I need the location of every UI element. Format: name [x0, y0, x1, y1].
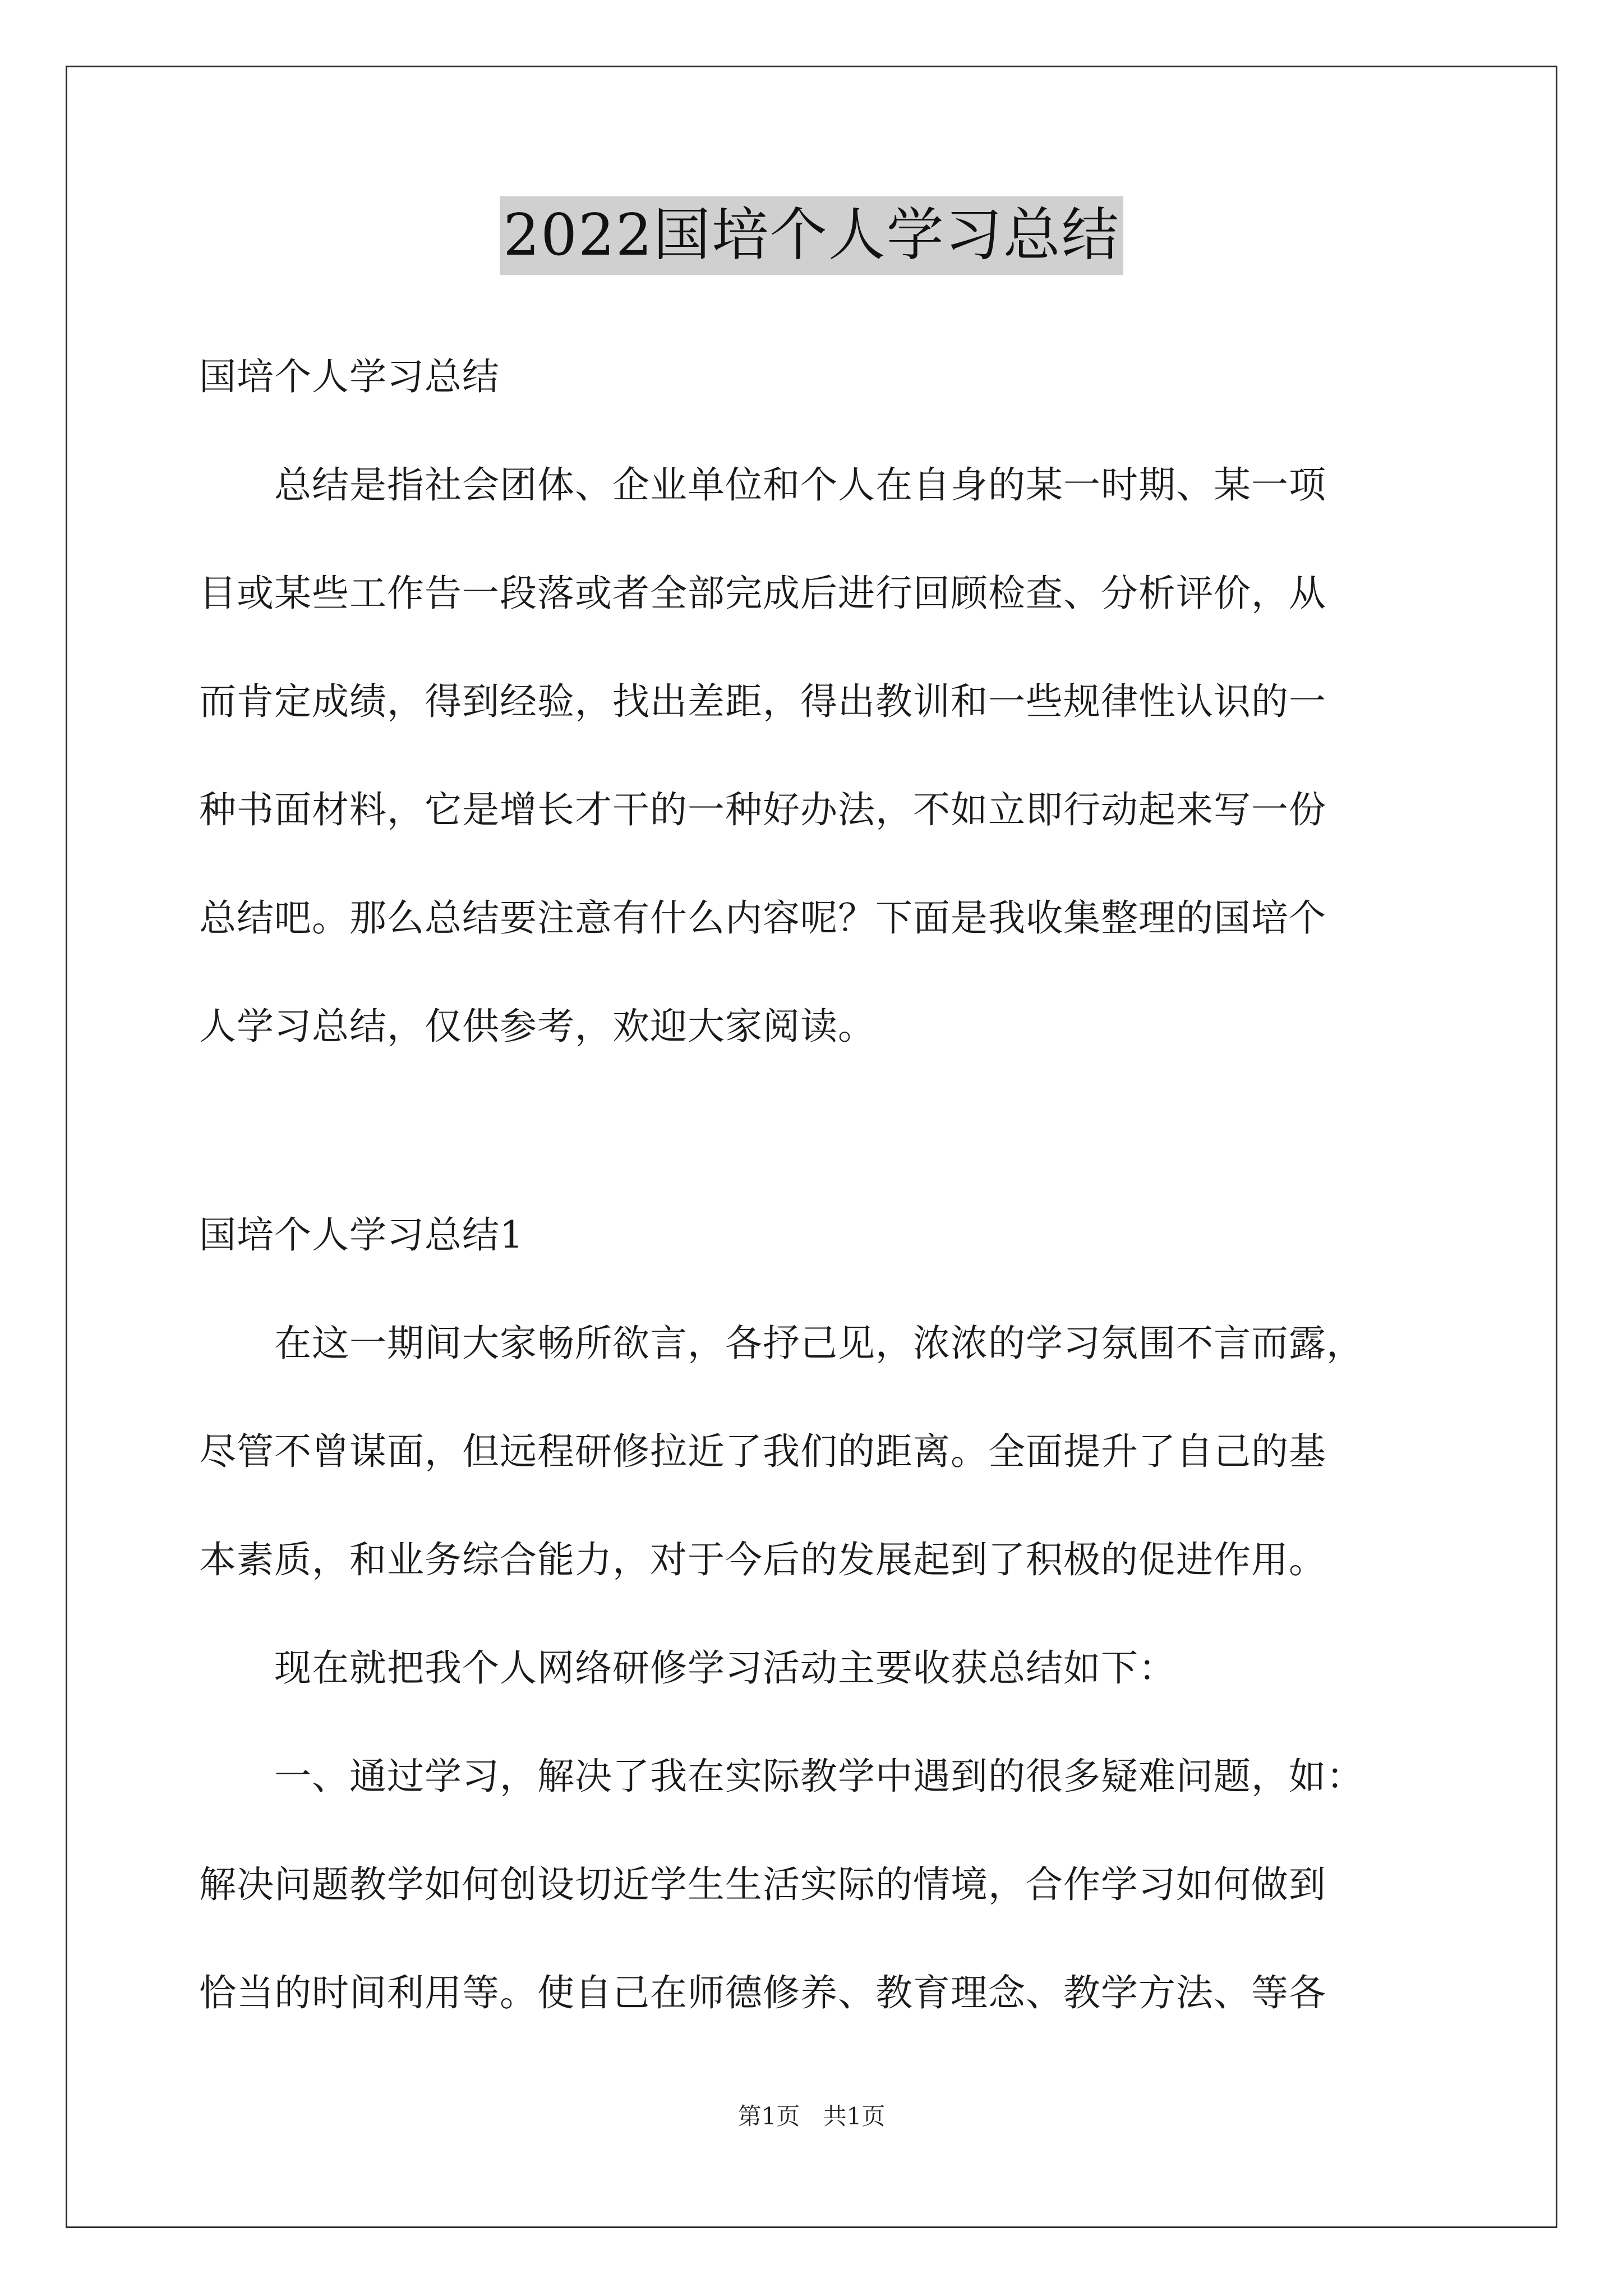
paragraph-line: 现在就把我个人网络研修学习活动主要收获总结如下：: [199, 1646, 1176, 1690]
paragraph-line: 在这一期间大家畅所欲言，各抒己见，浓浓的学习氛围不言而露，: [199, 1322, 1364, 1365]
paragraph-line: 总结吧。那么总结要注意有什么内容呢？下面是我收集整理的国培个: [199, 896, 1326, 940]
section-heading: 国培个人学习总结1: [199, 1213, 524, 1257]
title-container: [0, 196, 1623, 275]
paragraph-line: 解决问题教学如何创设切近学生生活实际的情境，合作学习如何做到: [199, 1863, 1326, 1906]
page-number-total: 共1页: [823, 2102, 886, 2130]
paragraph-line: 而肯定成绩，得到经验，找出差距，得出教训和一些规律性认识的一: [199, 680, 1326, 723]
paragraph-line: 目或某些工作告一段落或者全部完成后进行回顾检查、分析评价，从: [199, 572, 1326, 615]
page-number-current: 第1页: [737, 2102, 800, 2130]
paragraph-line: 一、通过学习，解决了我在实际教学中遇到的很多疑难问题，如：: [199, 1755, 1364, 1798]
document-title: 2022国培个人学习总结: [500, 196, 1123, 275]
page-footer: [0, 2098, 1623, 2132]
document-section-1: [199, 1181, 1427, 2047]
paragraph-line: 人学习总结，仅供参考，欢迎大家阅读。: [199, 1005, 875, 1048]
paragraph-line: 种书面材料，它是增长才干的一种好办法，不如立即行动起来写一份: [199, 788, 1326, 831]
paragraph-line: 总结是指社会团体、企业单位和个人在自身的某一时期、某一项: [199, 463, 1326, 507]
section-heading: 国培个人学习总结: [199, 355, 500, 398]
document-body: [199, 323, 1427, 1080]
paragraph-line: 尽管不曾谋面，但远程研修拉近了我们的距离。全面提升了自己的基: [199, 1430, 1326, 1473]
paragraph-line: 恰当的时间利用等。使自己在师德修养、教育理念、教学方法、等各: [199, 1971, 1326, 2014]
paragraph-line: 本素质，和业务综合能力，对于今后的发展起到了积极的促进作用。: [199, 1538, 1326, 1581]
